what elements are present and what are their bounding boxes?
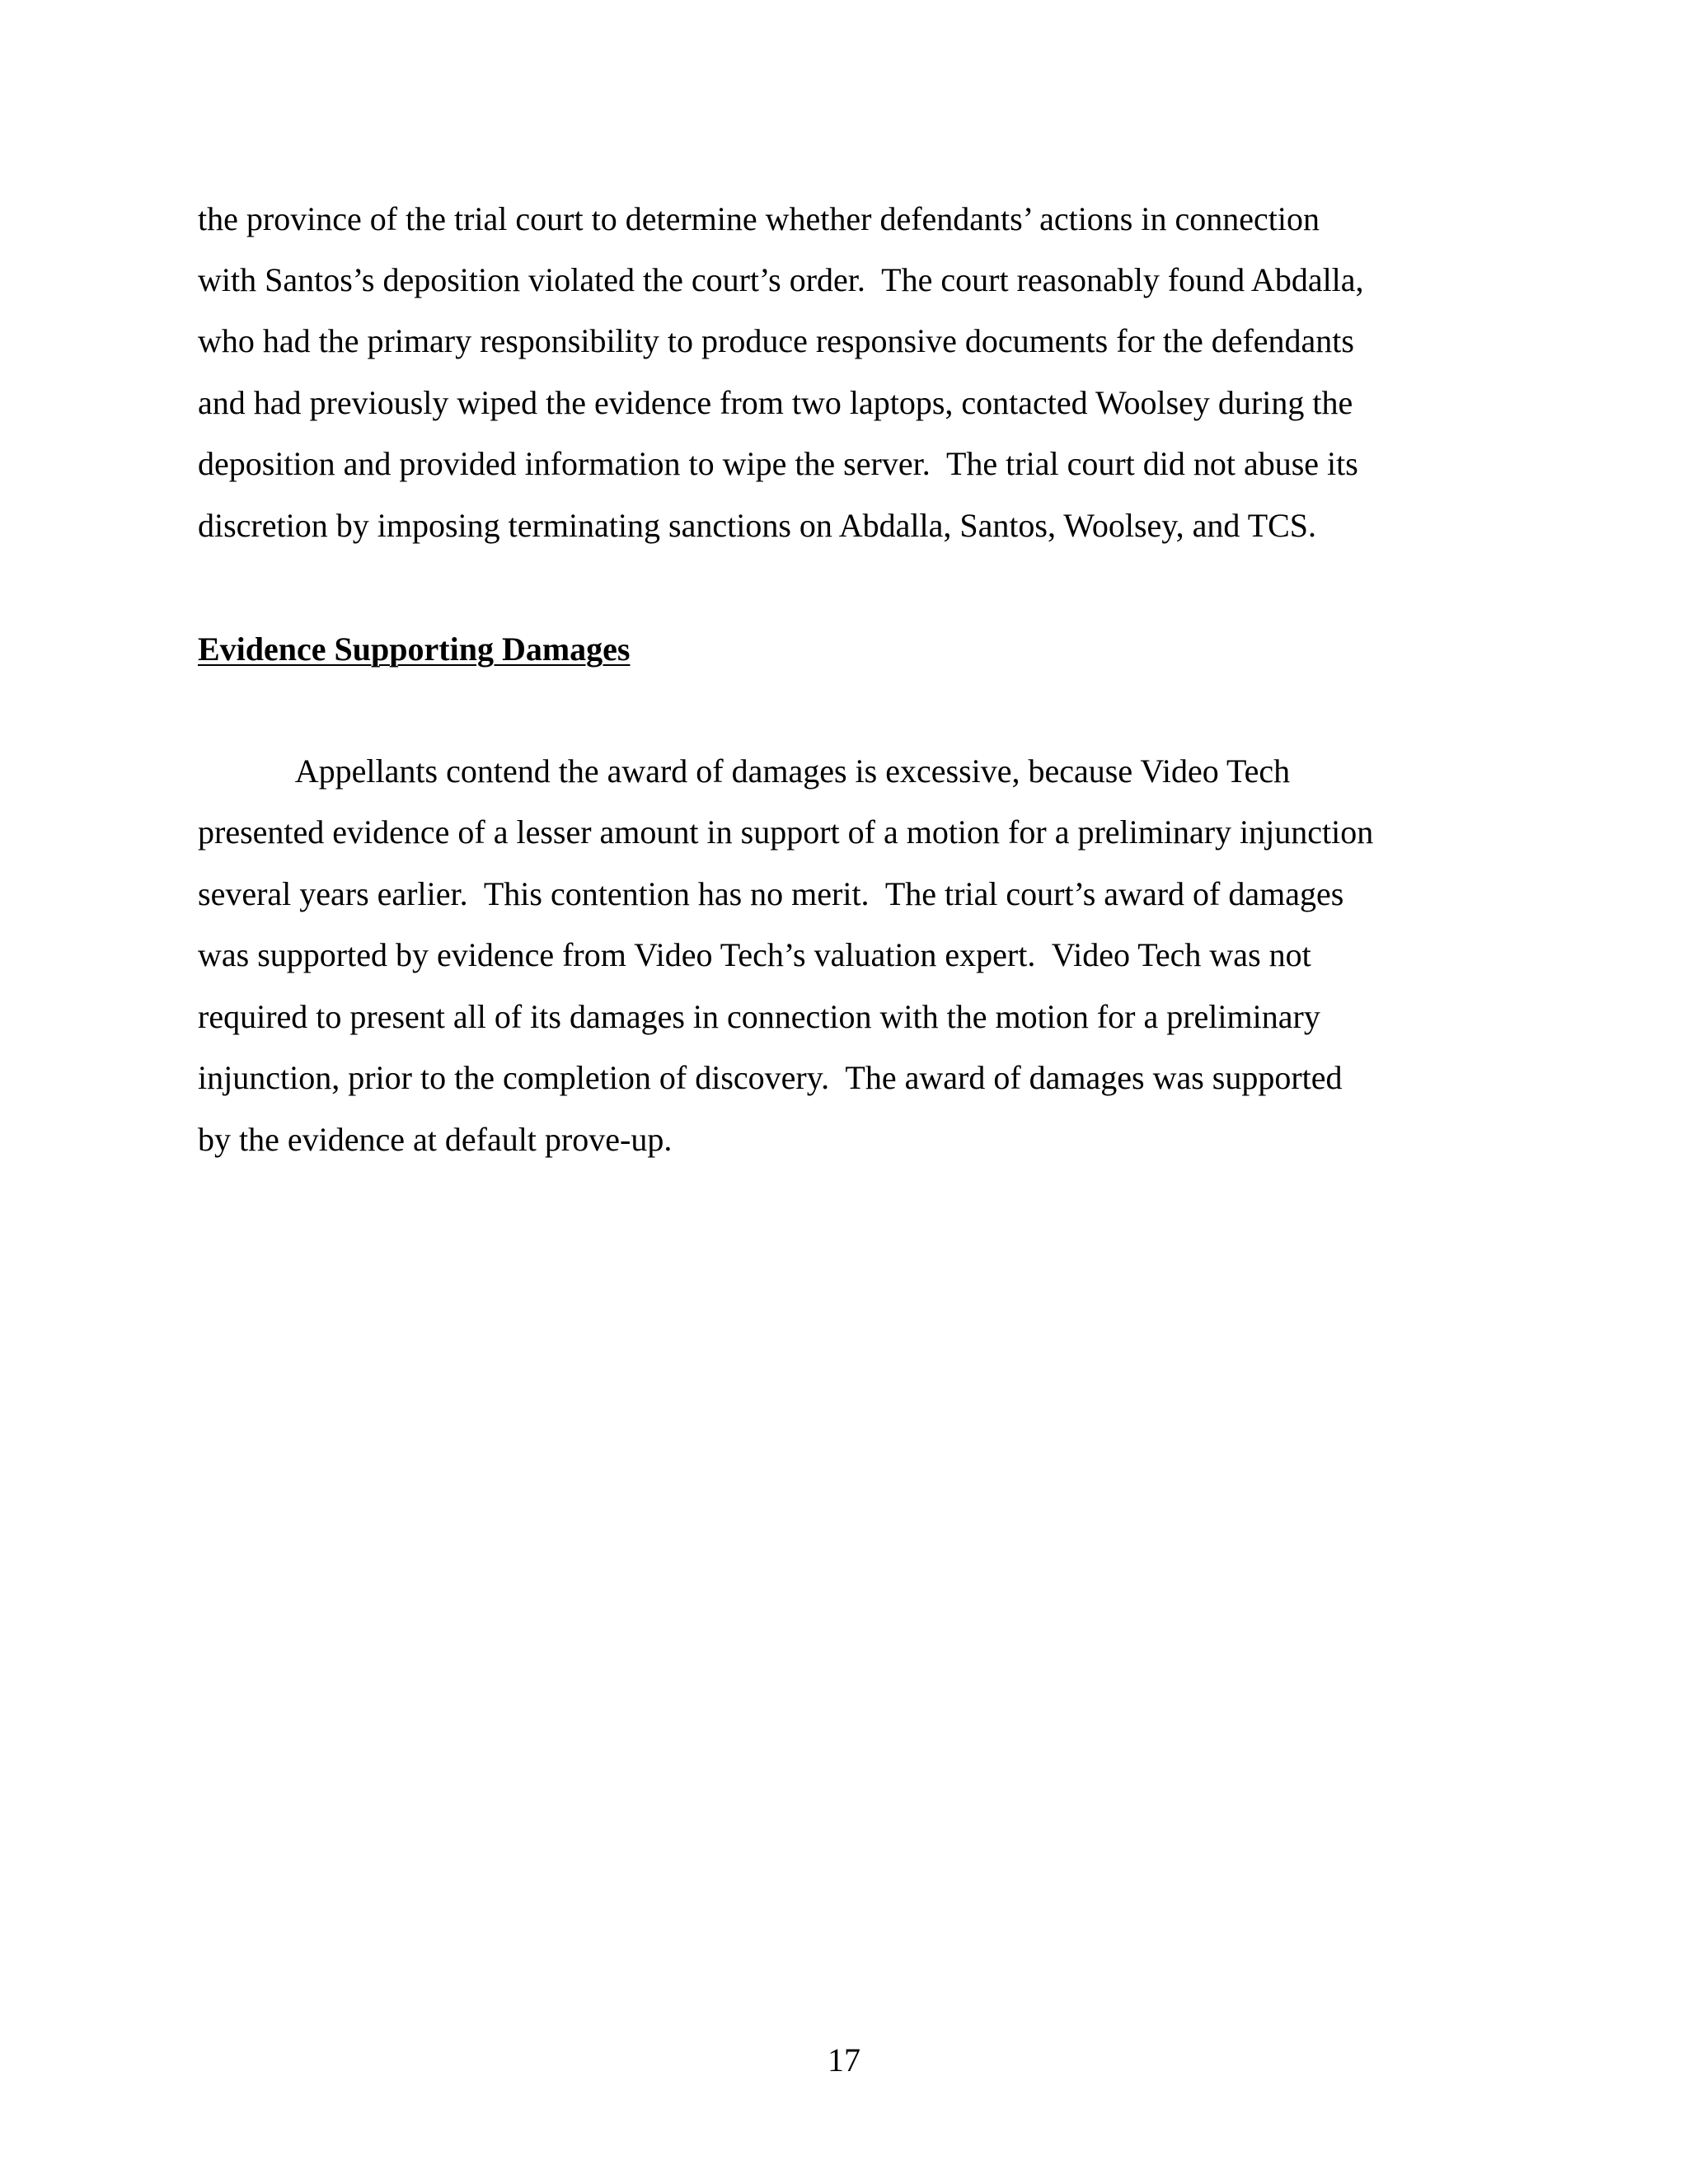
paragraph-line: the province of the trial court to determine whether defendants’ actions in connection (198, 200, 1320, 237)
paragraph-line: Appellants contend the award of damages is excessive, because Video Tech (198, 752, 1291, 790)
paragraph-line: injunction, prior to the completion of discovery. The award of damages was supported (198, 1059, 1343, 1096)
page-number: 17 (828, 2041, 860, 2079)
paragraph-line: with Santos’s deposition violated the court’s order. The court reasonably found Abdalla, (198, 261, 1364, 298)
paragraph-line: and had previously wiped the evidence from two laptops, contacted Woolsey during the (198, 384, 1353, 421)
paragraph-line: deposition and provided information to wipe the server. The trial court did not abuse its (198, 445, 1358, 482)
paragraph-line: by the evidence at default prove-up. (198, 1121, 673, 1158)
paragraph-line: presented evidence of a lesser amount in support of a motion for a preliminary injunction (198, 813, 1374, 851)
paragraph-line: several years earlier. This contention has no merit. The trial court’s award of damages (198, 875, 1344, 912)
section-heading: Evidence Supporting Damages (198, 630, 631, 668)
paragraph-line: required to present all of its damages in connection with the motion for a preliminary (198, 998, 1320, 1035)
paragraph-line: discretion by imposing terminating sanctions on Abdalla, Santos, Woolsey, and TCS. (198, 507, 1317, 544)
paragraph-line: who had the primary responsibility to produce responsive documents for the defendants (198, 322, 1354, 359)
paragraph-line: was supported by evidence from Video Tech’s valuation expert. Video Tech was not (198, 936, 1311, 973)
